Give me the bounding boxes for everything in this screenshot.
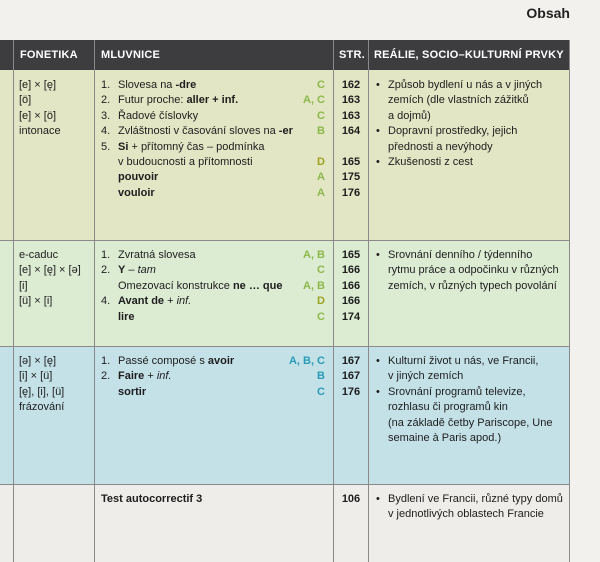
page-number: 166 [341,264,361,277]
item-number: 1. [101,249,111,261]
realie-text: rozhlasu či programů kin [388,401,508,414]
realie-text: (na základě četby Pariscope, Une [388,416,553,429]
realie-item: • Srovnání programů televize, rozhlasu či programů kin (na základě četby Pariscope, Une semaine à Paris apod.) [374,385,566,447]
page-number: 174 [341,310,361,323]
realie-item: • Kulturní život u nás, ve Francii, v jiných zemích [374,354,566,385]
item-text-bold: aller + inf. [186,94,239,107]
item-number: 4. [101,295,111,308]
item-text-italic: inf. [176,295,192,308]
grammar-item [101,140,325,155]
page-number: 176 [341,385,361,398]
page-number [335,140,367,155]
exercise-tag: D [317,295,325,308]
item-text-bold: vouloir [118,186,155,199]
realie-cell [374,354,566,446]
realie-text: zemích (dle vlastních zážitků [388,94,529,107]
row-divider [0,484,570,485]
test-title-text: Test autocorrectif 3 [101,493,203,505]
fonetika-item: [ü] × [i] [19,295,53,308]
grammar-item [101,279,325,294]
fonetika-item: e-caduc [19,249,59,261]
realie-item: • Zkušenosti z cest [374,155,566,170]
page-cell [335,248,367,325]
item-number: 1. [101,79,111,91]
grammar-item [101,155,325,170]
item-text: + přítomný čas – podmínka [128,140,265,153]
page-number: 163 [341,109,361,122]
item-text-bold: sortir [118,385,147,398]
item-text-italic: inf. [156,370,172,383]
realie-text: Srovnání programů televize, [388,385,526,398]
page-number: 167 [341,370,361,383]
grammar-item [101,186,325,201]
grammar-item [101,124,325,139]
item-number: 1. [101,355,111,367]
realie-text: Způsob bydlení u nás a v jiných [388,79,543,91]
item-text: Slovesa na [118,79,176,91]
page-cell [335,492,367,507]
item-text: Passé composé s [118,355,208,367]
fonetika-cell [19,248,91,310]
fonetika-item: [ę], [i], [ü] [19,385,65,398]
item-text: Zvláštnosti v časování sloves na [118,125,279,138]
page-number: 166 [341,279,361,292]
item-number: 2. [101,264,111,277]
grammar-item [101,310,325,325]
grammar-item [101,385,325,400]
item-text-bold: lire [118,310,135,323]
realie-text: přednosti a nevýhody [388,140,493,153]
item-text-bold: Si [118,140,129,153]
item-text-bold: -er [278,125,293,138]
fonetika-item: intonace [19,125,61,138]
item-number: 3. [101,109,111,122]
mluvnice-cell [101,248,325,325]
mluvnice-cell [101,354,325,400]
grammar-item [101,248,325,263]
item-text: – [125,264,138,277]
test-title [101,492,325,507]
realie-text: Dopravní prostředky, jejich [388,125,518,138]
realie-text: v jiných zemích [388,370,464,383]
column-header-fonetika: FONETIKA [20,49,78,61]
realie-text: semaine à Paris apod.) [388,431,502,444]
fonetika-item: [i] × [ü] [19,370,53,383]
row-divider [0,240,570,241]
mluvnice-cell [101,78,325,201]
table-header [0,40,570,70]
fonetika-cell [19,78,91,140]
realie-text: Bydlení ve Francii, různé typy domů [388,493,563,505]
item-text-bold: Y [118,264,126,277]
realie-text: v jednotlivých oblastech Francie [388,508,544,521]
item-text: + [144,370,157,383]
item-number: 2. [101,370,111,383]
realie-text: a dojmů) [388,109,431,122]
exercise-tag: C [317,79,325,91]
exercise-tag: A, C [303,94,325,107]
page-number: 176 [341,186,361,199]
realie-item: • Způsob bydlení u nás a v jiných zemích (dle vlastních zážitků a dojmů) [374,78,566,124]
page-number: 165 [341,155,361,168]
exercise-tag: A, B [303,249,325,261]
exercise-tag: A, B [303,279,325,292]
fonetika-item: frázování [19,401,65,414]
realie-text: Kulturní život u nás, ve Francii, [388,355,539,367]
page-title: Obsah [526,5,570,21]
realie-item: • Bydlení ve Francii, různé typy domů v jednotlivých oblastech Francie [374,492,566,523]
fonetika-item: [i] [19,279,28,292]
column-header-realie: REÁLIE, SOCIO–KULTURNÍ PRVKY [374,49,564,61]
row-divider [0,346,570,347]
exercise-tag: C [317,385,325,398]
exercise-tag: D [317,155,325,168]
item-text: Řadové číslovky [118,109,199,122]
fonetika-item: [e] × [ę] × [ə] [19,264,81,277]
exercise-tag: B [317,125,325,138]
exercise-tag: C [317,310,325,323]
column-header-mluvnice: MLUVNICE [101,49,161,61]
realie-cell [374,78,566,170]
grammar-item [101,354,325,369]
exercise-tag: A [317,171,325,184]
realie-cell [374,492,566,523]
item-text-italic: tam [137,264,156,277]
item-text: + [164,295,177,308]
fonetika-item: [ə] × [ę] [19,355,56,367]
realie-text: Zkušenosti z cest [388,155,473,168]
item-text: v budoucnosti a přítomnosti [118,155,253,168]
grammar-item [101,369,325,384]
page-number: 175 [341,171,361,184]
grammar-item [101,78,325,93]
page-number: 106 [341,493,361,505]
realie-text: rytmu práce a odpočinku v různých [388,264,559,277]
page-cell [335,354,367,400]
exercise-tag: C [317,264,325,277]
item-text: Zvratná slovesa [118,249,196,261]
item-text-bold: pouvoir [118,171,159,184]
realie-cell [374,248,566,294]
realie-item: • Srovnání denního / týdenního rytmu práce a odpočinku v různých zemích, v různých typech povolání [374,248,566,294]
grammar-item [101,109,325,124]
contents-table [0,40,570,562]
fonetika-item: [e] × [ö] [19,109,56,122]
page-header-strip [0,0,600,40]
column-header-page: STR. [339,49,365,61]
exercise-tag: A [317,186,325,199]
grammar-item [101,294,325,309]
exercise-tag: B [317,370,325,383]
exercise-tag: C [317,109,325,122]
page-number: 162 [341,79,361,91]
item-number: 2. [101,94,111,107]
page-number: 164 [341,125,361,138]
item-text: Futur proche: [118,94,187,107]
grammar-item [101,263,325,278]
page-number: 163 [341,94,361,107]
item-text: Omezovací konstrukce [118,279,233,292]
grammar-item [101,93,325,108]
grammar-item [101,170,325,185]
item-text-bold: Avant de [118,295,165,308]
fonetika-item: [ö] [19,94,32,107]
mluvnice-cell [101,492,325,507]
exercise-tag: A, B, C [288,355,325,367]
item-text-bold: -dre [175,79,197,91]
item-number: 4. [101,125,111,138]
page-number: 167 [341,355,361,367]
item-text-bold: ne … que [232,279,283,292]
item-text-bold: Faire [118,370,145,383]
fonetika-cell [19,354,91,416]
realie-text: Srovnání denního / týdenního [388,249,533,261]
page-number: 166 [341,295,361,308]
item-number: 5. [101,140,111,153]
realie-text: zemích, v různých typech povolání [388,279,557,292]
item-text-bold: avoir [207,355,235,367]
realie-item: • Dopravní prostředky, jejich přednosti a nevýhody [374,124,566,155]
page-cell [335,78,367,201]
fonetika-item: [e] × [ę] [19,79,56,91]
page-number: 165 [341,249,361,261]
